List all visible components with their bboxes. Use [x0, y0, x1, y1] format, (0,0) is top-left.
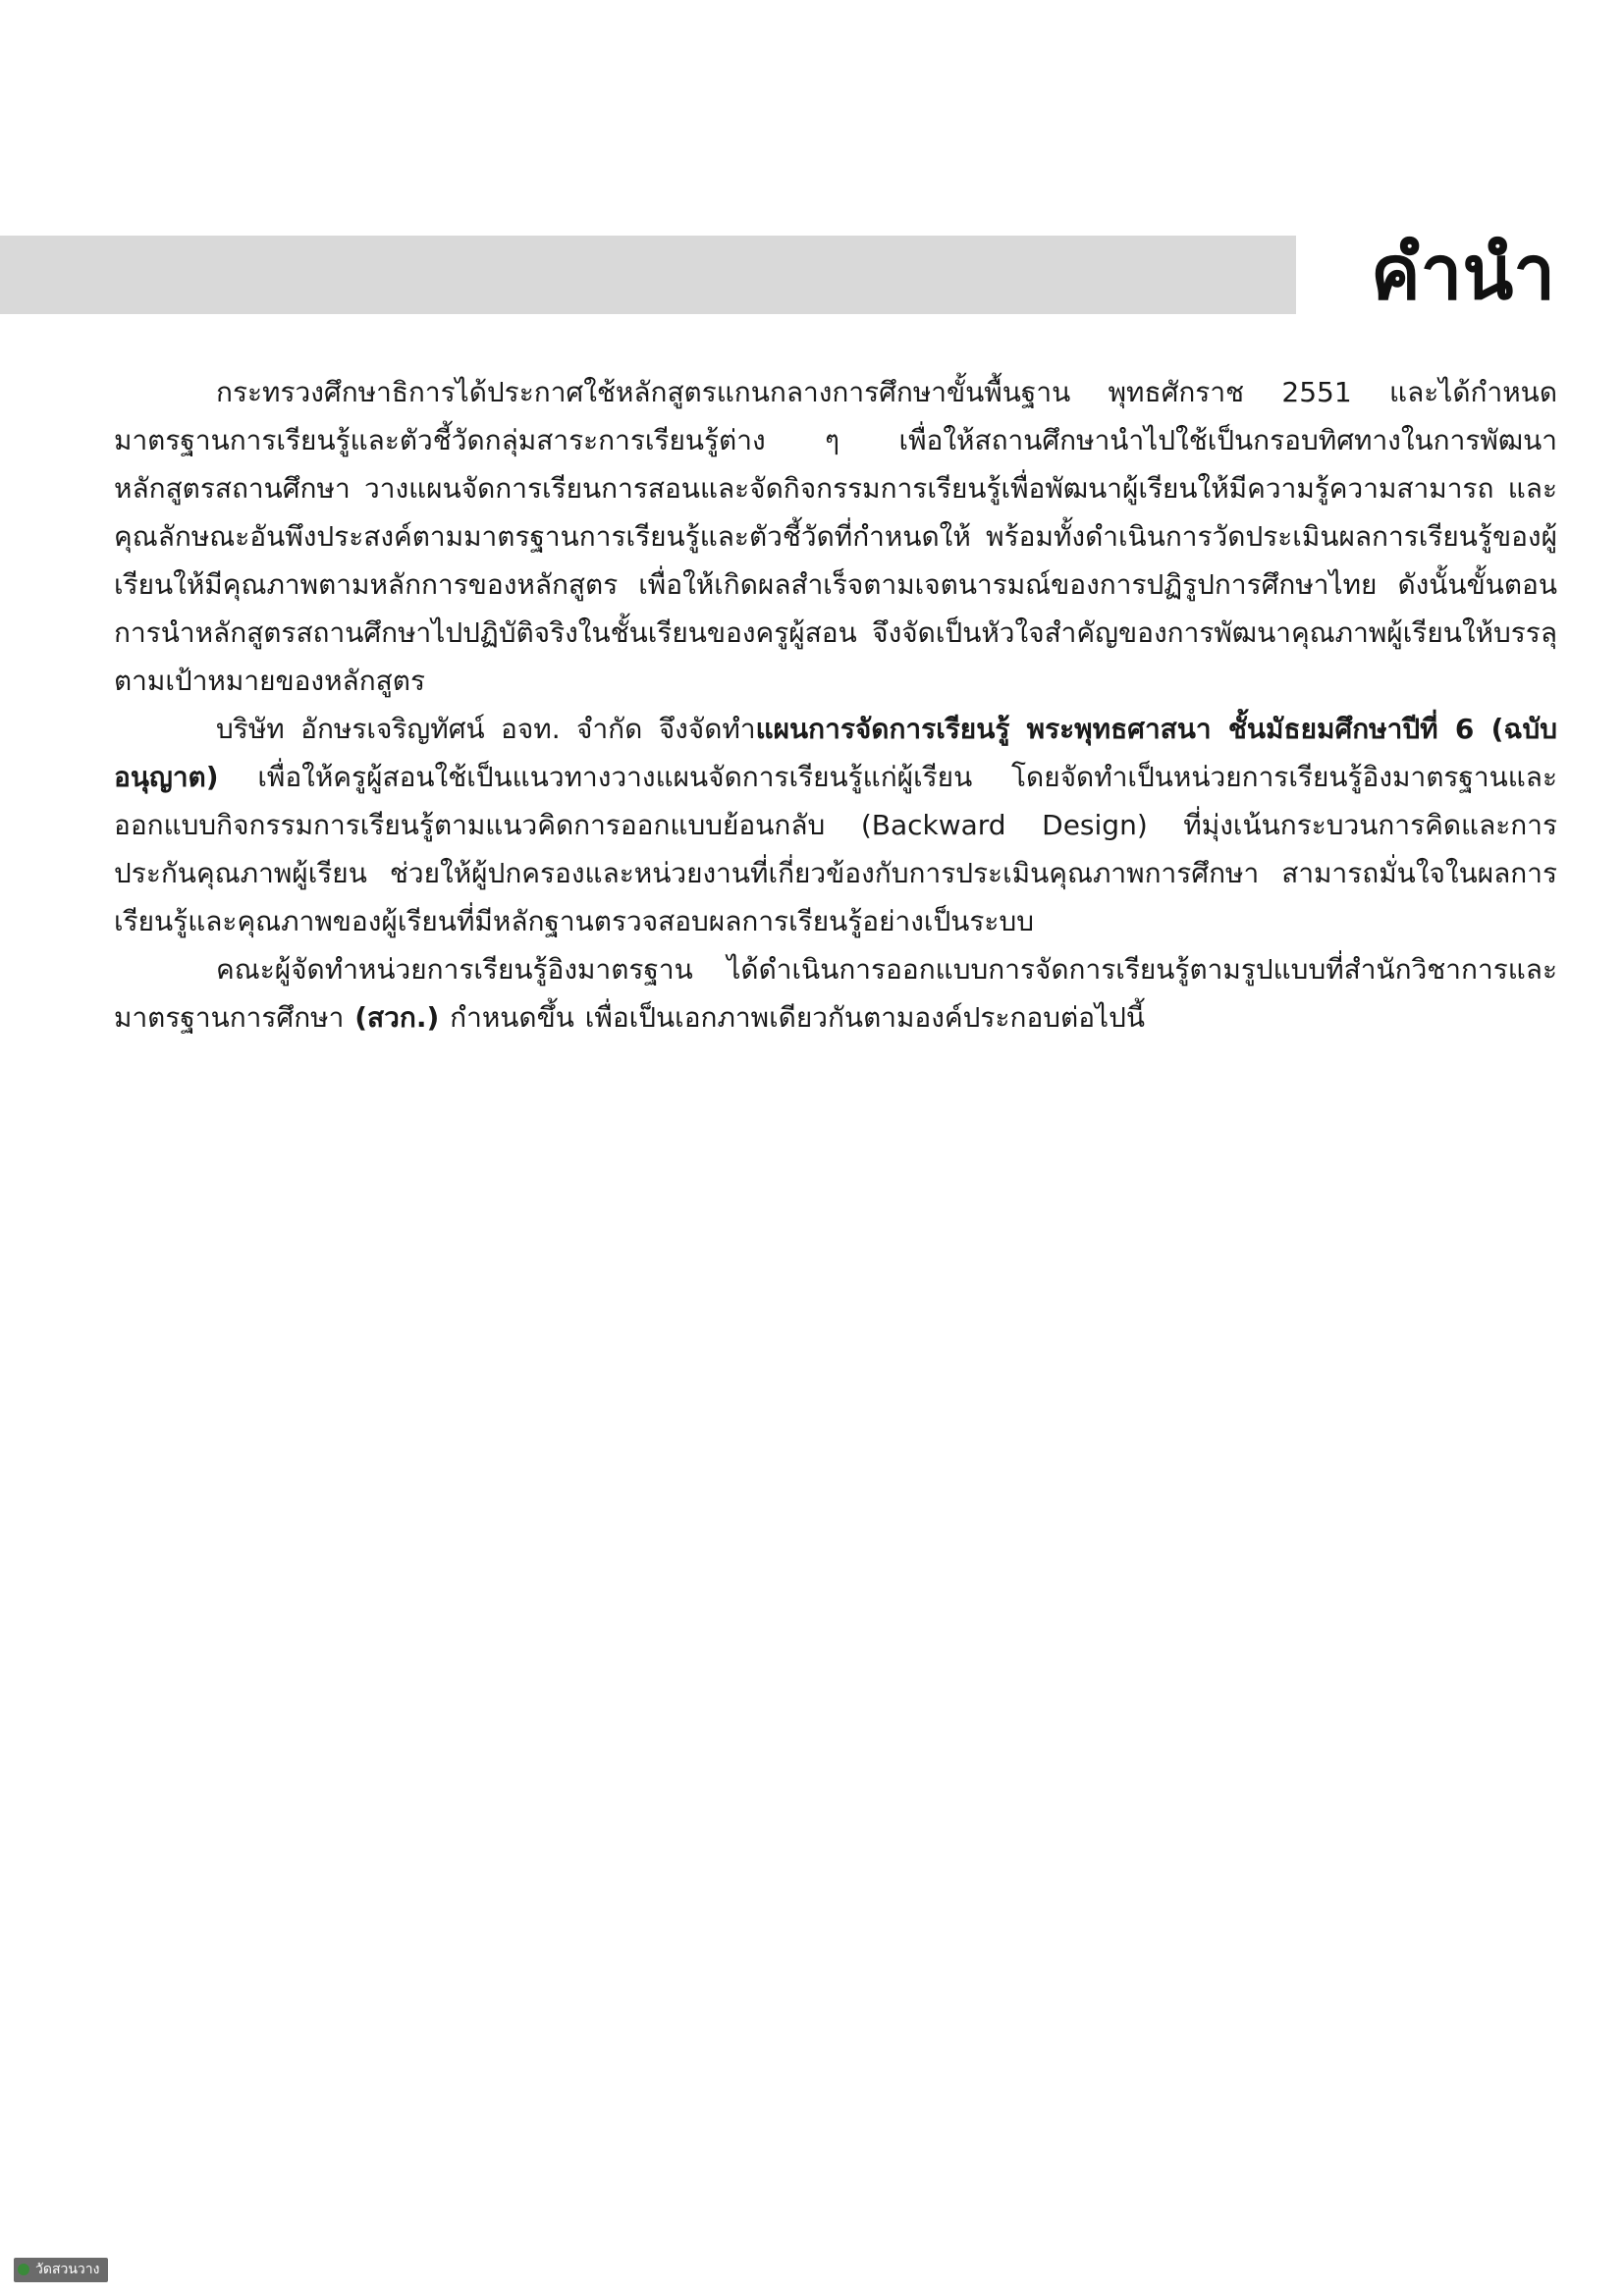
- bold-abbrev-span: (สวก.): [354, 1001, 440, 1034]
- page-title: คำนำ: [1370, 229, 1555, 316]
- watermark-text: วัดสวนวาง: [35, 2262, 100, 2277]
- text-span: กำหนดขึ้น เพื่อเป็นเอกภาพเดียวกันตามองค์ประกอบต่อไปนี้: [439, 1001, 1146, 1034]
- body-text: [114, 368, 1557, 1041]
- paragraph: [114, 705, 1557, 945]
- paragraph: [114, 945, 1557, 1041]
- text-span: เพื่อให้ครูผู้สอนใช้เป็นแนวทางวางแผนจัดการเรียนรู้แก่ผู้เรียน โดยจัดทำเป็นหน่วยการเรียนรู้อิงมาตรฐานและออกแบบกิจกรรมการเรียนรู้ตามแนวคิดการออกแบบย้อนกลับ (Backward Design) ที่มุ่งเน้นกระบวนการคิดและการประกันคุณภาพผู้เรียน ช่วยให้ผู้ปกครองและหน่วยงานที่เกี่ยวข้องกับการประเมินคุณภาพการศึกษา สามารถมั่นใจในผลการเรียนรู้และคุณภาพของผู้เรียนที่มีหลักฐานตรวจสอบผลการเรียนรู้อย่างเป็นระบบ: [114, 761, 1557, 937]
- watermark: [14, 2258, 108, 2282]
- bold-title-span: แผนการจัดการเรียนรู้ พระพุทธศาสนา ชั้นมัธยมศึกษาปีที่ 6 (ฉบับอนุญาต): [114, 713, 1557, 793]
- title-bar: [0, 236, 1296, 314]
- text-span: คณะผู้จัดทำหน่วยการเรียนรู้อิงมาตรฐาน ได้ดำเนินการออกแบบการจัดการเรียนรู้ตามรูปแบบที่สำนักวิชาการและมาตรฐานการศึกษา: [114, 953, 1557, 1034]
- text-span: กระทรวงศึกษาธิการได้ประกาศใช้หลักสูตรแกนกลางการศึกษาขั้นพื้นฐาน พุทธศักราช 2551 และได้กำหนดมาตรฐานการเรียนรู้และตัวชี้วัดกลุ่มสาระการเรียนรู้ต่าง ๆ เพื่อให้สถานศึกษานำไปใช้เป็นกรอบทิศทางในการพัฒนาหลักสูตรสถานศึกษา วางแผนจัดการเรียนการสอนและจัดกิจกรรมการเรียนรู้เพื่อพัฒนาผู้เรียนให้มีความรู้ความสามารถ และคุณลักษณะอันพึงประสงค์ตามมาตรฐานการเรียนรู้และตัวชี้วัดที่กำหนดให้ พร้อมทั้งดำเนินการวัดประเมินผลการเรียนรู้ของผู้เรียนให้มีคุณภาพตามหลักการของหลักสูตร เพื่อให้เกิดผลสำเร็จตามเจตนารมณ์ของการปฏิรูปการศึกษาไทย ดังนั้นขั้นตอนการนำหลักสูตรสถานศึกษาไปปฏิบัติจริงในชั้นเรียนของครูผู้สอน จึงจัดเป็นหัวใจสำคัญของการพัฒนาคุณภาพผู้เรียนให้บรรลุตามเป้าหมายของหลักสูตร: [114, 376, 1557, 697]
- logo-icon: [18, 2264, 29, 2275]
- paragraph: [114, 368, 1557, 705]
- text-span: บริษัท อักษรเจริญทัศน์ อจท. จำกัด จึงจัดทำ: [216, 713, 756, 745]
